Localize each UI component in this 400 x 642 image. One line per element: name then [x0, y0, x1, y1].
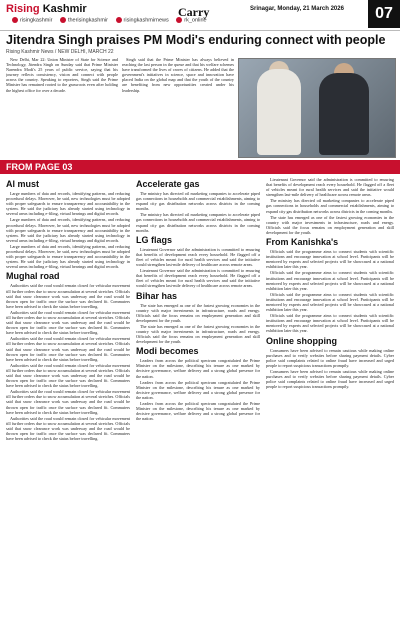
story-title: Al must [6, 179, 40, 189]
story-text: Large numbers of data and records, identifying patterns, and reducing procedural delays. Moreover, he said, new technologies must be adopted with proper safeguards to ensure transparency and accountability in the system. He said the judiciary has already started using technology in several areas including e-filing, virtual hearings and digital records. [6, 243, 130, 270]
column-3 [266, 177, 394, 637]
brand-logo [6, 3, 87, 15]
lead-byline: Rising Kashmir News / NEW DELHI, MARCH 22 [6, 49, 114, 55]
column-1 [6, 177, 130, 637]
story-text: Lieutenant Governor said the administration is committed to ensuring that benefits of development reach every household. He flagged off a fleet of vehicles meant for rural health services and said the initiative would strengthen last-mile delivery of healthcare across remote areas. [136, 246, 260, 268]
story-text: Large numbers of data and records, identifying patterns, and reducing procedural delays. Moreover, he said, new technologies must be adopted with proper safeguards to ensure transparency and accountability in the system. He said the judiciary has already started using technology in several areas including e-filing, virtual hearings and digital records. [6, 191, 130, 217]
story-title: From Kanishka's [266, 237, 339, 248]
person-figure [257, 69, 301, 155]
social-handle: therisingkashmir [67, 17, 108, 24]
story-text: The state has emerged as one of the fastest growing economies in the country with major investments in infrastructure, roads and energy. Officials said the focus remains on employment generation and skill development for the youth. [266, 214, 394, 235]
social-handle: risingkashmir [20, 17, 53, 24]
twitter-icon [60, 17, 66, 23]
brand-black: Kashmir [42, 3, 87, 15]
lead-column-2 [122, 57, 234, 157]
story-text: Officials said the programme aims to connect students with scientific institutions and encourage innovation at school level. Participants will be mentored by experts and selected projects will be showcased at a national exhibition later this year. [266, 270, 394, 291]
story-text: Leaders from across the political spectrum congratulated the Prime Minister on the milestone, describing his tenure as one marked by decisive governance, welfare delivery and a strong global presence for the nation. [136, 379, 260, 400]
masthead [0, 0, 400, 31]
from-page-label: FROM PAGE 03 [6, 162, 73, 172]
lead-text: New Delhi, Mar 22: Union Minister of State for Science and Technology, Jitendra Singh on Sunday said that Prime Minister Narendra Modi's 25 years of public service, saying that his journey reflects consistency, vision and connect with people across the country. Speaking to reporters, Singh said the Prime Minister has remained rooted to the grassroots even after holding the highest office for over a decade. [6, 57, 118, 93]
issue-date: Srinagar, Monday, 21 March 2026 [250, 6, 344, 12]
story-text: Authorities said the road would remain closed for vehicular movement till further orders due to snow accumulation at several stretches. Officials said that snow clearance work was underway and the road would be thrown open for traffic once the surface was declared fit. Commuters have been advised to check the status before travelling. [6, 283, 130, 309]
story-text: Large numbers of data and records, identifying patterns, and reducing procedural delays. Moreover, he said, new technologies must be adopted with proper safeguards to ensure transparency and accountability in the system. He said the judiciary has already started using technology in several areas including e-filing, virtual hearings and digital records. [6, 217, 130, 243]
story-text: Authorities said the road would remain closed for vehicular movement till further orders due to snow accumulation at several stretches. Officials said that snow clearance work was underway and the road would be thrown open for traffic once the surface was declared fit. Commuters have been advised to check the status before travelling. [6, 309, 130, 336]
page-number: 07 [368, 0, 400, 28]
social-handle: rk_online [184, 17, 207, 24]
story-text: Authorities said the road would remain closed for vehicular movement till further orders due to snow accumulation at several stretches. Officials said that snow clearance work was underway and the road would be thrown open for traffic once the surface was declared fit. Commuters have been advised to check the status before travelling. [6, 415, 130, 442]
from-page-bar [0, 160, 400, 174]
story-text: Authorities said the road would remain closed for vehicular movement till further orders due to snow accumulation at several stretches. Officials said that snow clearance work was underway and the road would be thrown open for traffic once the surface was declared fit. Commuters have been advised to check the status before travelling. [6, 389, 130, 415]
story-text: Officials said the programme aims to connect students with scientific institutions and encourage innovation at school level. Participants will be mentored by experts and selected projects will be showcased at a national exhibition later this year. [266, 249, 394, 270]
story-text: Consumers have been advised to remain cautious while making online purchases and to verify websites before sharing payment details. Cyber police said complaints related to online fraud have increased and urged people to report suspicious transactions promptly. [266, 347, 394, 368]
lead-headline: Jitendra Singh praises PM Modi's enduring connect with people [6, 33, 386, 47]
brand-red: Rising [6, 3, 40, 15]
social-handles [6, 17, 207, 23]
story-text: Authorities said the road would remain closed for vehicular movement till further orders due to snow accumulation at several stretches. Officials said that snow clearance work was underway and the road would be thrown open for traffic once the surface was declared fit. Commuters have been advised to check the status before travelling. [6, 362, 130, 389]
story-title: LG flags [136, 234, 173, 245]
person-figure [319, 73, 369, 155]
lead-column-1 [6, 57, 118, 157]
column-2 [136, 177, 260, 637]
story-text: Lieutenant Governor said the administration is committed to ensuring that benefits of development reach every household. He flagged off a fleet of vehicles meant for rural health services and said the initiative would strengthen last-mile delivery of healthcare across remote areas. [136, 268, 260, 289]
story-text: Leaders from across the political spectrum congratulated the Prime Minister on the milestone, describing his tenure as one marked by decisive governance, welfare delivery and a strong global presence for the nation. [136, 401, 260, 422]
story-title: Accelerate gas [136, 179, 200, 189]
story-text: The ministry has directed oil marketing companies to accelerate piped gas connections in households and commercial establishments, aiming to expand city gas distribution networks across districts in the coming months. [266, 198, 394, 214]
story-text: Officials said the programme aims to connect students with scientific institutions and encourage innovation at school level. Participants will be mentored by experts and selected projects will be showcased at a national exhibition later this year. [266, 313, 394, 334]
lead-photo [238, 58, 396, 158]
story-text: Officials said the programme aims to connect students with scientific institutions and encourage innovation at school level. Participants will be mentored by experts and selected projects will be showcased at a national exhibition later this year. [266, 291, 394, 313]
story-title: Modi becomes [136, 346, 199, 357]
instagram-icon [116, 17, 122, 23]
story-title: Online shopping [266, 335, 337, 346]
story-title: Bihar has [136, 290, 178, 301]
story-text: Leaders from across the political spectrum congratulated the Prime Minister on the milestone, describing his tenure as one marked by decisive governance, welfare delivery and a strong global presence for the nation. [136, 358, 260, 379]
story-text: The state has emerged as one of the fastest growing economies in the country with major investments in infrastructure, roads and energy. Officials said the focus remains on employment generation and skill development for the youth. [136, 302, 260, 323]
social-handle: risingkashmirnews [123, 17, 169, 24]
lead-text: Singh said that the Prime Minister has always believed in reaching the last person in the queue and that his welfare schemes have transformed the lives of crores of citizens. He added that the government's initiatives in science, space and innovation have placed India on the global map and that the youth of the country are benefiting from new opportunities created under his leadership. [122, 57, 234, 93]
story-text: The ministry has directed oil marketing companies to accelerate piped gas connections in households and commercial establishments, aiming to expand city gas distribution networks across districts in the coming months. [136, 191, 260, 212]
story-text: Authorities said the road would remain closed for vehicular movement till further orders due to snow accumulation at several stretches. Officials said that snow clearance work was underway and the road would be thrown open for traffic once the surface was declared fit. Commuters have been advised to check the status before travelling. [6, 336, 130, 362]
story-text: The ministry has directed oil marketing companies to accelerate piped gas connections in households and commercial establishments, aiming to expand city gas distribution networks across districts in the coming months. [136, 212, 260, 233]
story-text: The state has emerged as one of the fastest growing economies in the country with major investments in infrastructure, roads and energy. Officials said the focus remains on employment generation and skill development for the youth. [136, 323, 260, 345]
story-title: Mughal road [6, 271, 60, 282]
facebook-icon [12, 17, 18, 23]
story-text: Lieutenant Governor said the administration is committed to ensuring that benefits of development reach every household. He flagged off a fleet of vehicles meant for rural health services and said the initiative would strengthen last-mile delivery of healthcare across remote areas. [266, 177, 394, 198]
section-title: Carry [178, 5, 210, 19]
story-text: Consumers have been advised to remain cautious while making online purchases and to verify websites before sharing payment details. Cyber police said complaints related to online fraud have increased and urged people to report suspicious transactions promptly. [266, 368, 394, 390]
